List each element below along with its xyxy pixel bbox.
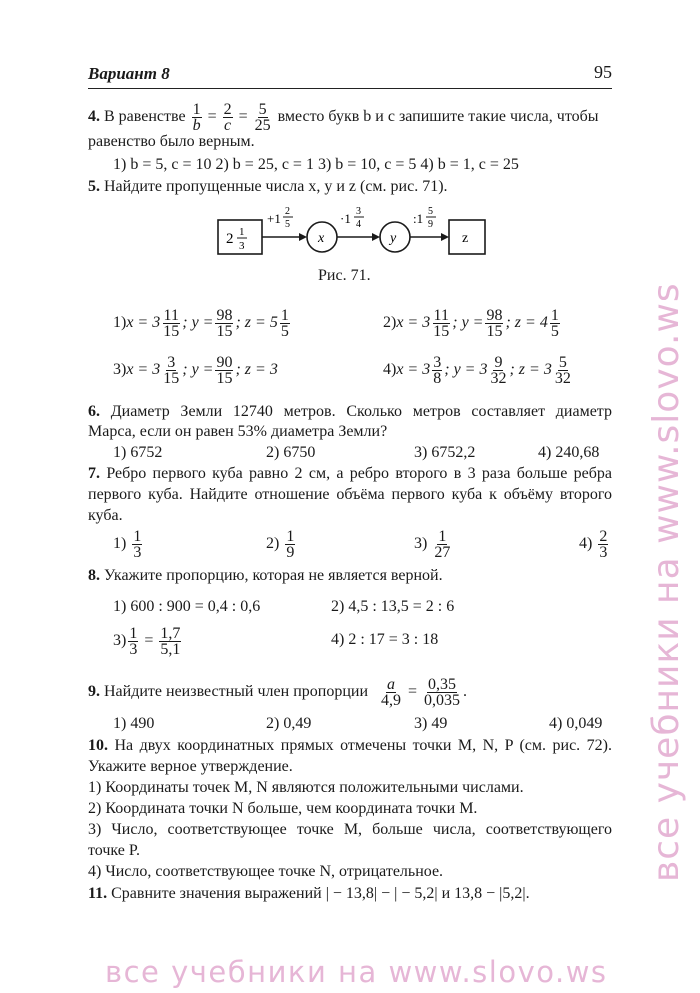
x-label: x [318, 231, 325, 246]
q8-option-1: 1) 600 : 900 = 0,4 : 0,6 [113, 598, 261, 615]
q7-option-4: 4) $\frac{2}{3}$ [579, 528, 608, 561]
q11-question: 11. Сравните значения выражений | − 13,8| − | − 5,2| и 13,8 − |5,2|. [88, 885, 530, 902]
q4-fraction-1: $\frac{1}{b}$ [192, 101, 201, 134]
figure-71-diagram [215, 203, 490, 263]
q9-option-3: 3) 49 [414, 715, 448, 732]
q6-line1: 6. Диаметр Земли 12740 метров. Сколько метров составляет диаметр [88, 403, 612, 420]
vertical-watermark [640, 130, 700, 890]
svg-text:5: 5 [428, 206, 433, 217]
svg-text:1: 1 [239, 226, 245, 238]
q10-statement-3b: точке P. [88, 842, 141, 859]
q9-option-1: 1) 490 [113, 715, 155, 732]
bottom-watermark: все учебники на www.slovo.ws [105, 955, 608, 989]
q9-option-4: 4) 0,049 [549, 715, 603, 732]
svg-text:3: 3 [356, 206, 361, 217]
q10-line2: Укажите верное утверждение. [88, 758, 293, 775]
page-header [88, 60, 612, 89]
svg-text:5: 5 [285, 219, 290, 230]
q5-option-3: 3)x = 3 $\frac{3}{15}$ ; y = $\frac{90}{15}$ ; z = 3 [113, 354, 278, 387]
q7-option-3: 3) $\frac{1}{27}$ [414, 528, 451, 561]
q8-option-4: 4) 2 : 17 = 3 : 18 [331, 631, 439, 648]
svg-text:9: 9 [428, 219, 433, 230]
q5-option-2: 2)x = 3 $\frac{11}{15}$ ; y = $\frac{98}{15}$ ; z = 4 $\frac{1}{5}$ [383, 307, 559, 340]
q9-option-2: 2) 0,49 [266, 715, 312, 732]
op2-label: ·1 [340, 211, 351, 226]
page-number: 95 [594, 62, 612, 82]
q10-statement-2: 2) Координата точки N больше, чем координата точки M. [88, 800, 478, 817]
variant-title: Вариант 8 [88, 64, 170, 83]
op1-label: +1 [267, 211, 281, 226]
q4-fraction-2: $\frac{2}{c}$ [223, 101, 232, 134]
svg-text:все учебники на www.slovo.ws: все учебники на www.slovo.ws [646, 282, 687, 882]
q7-line2: первого куба. Найдите отношение объёма первого куба к объёму второго [88, 486, 612, 503]
svg-text:3: 3 [239, 240, 245, 252]
q5-option-4: 4)x = 3 $\frac{3}{8}$ ; y = 3 $\frac{9}{32}$ ; z = 3 $\frac{5}{32}$ [383, 354, 571, 387]
q4-options: 1) b = 5, c = 10 2) b = 25, c = 1 3) b = 10, c = 5 4) b = 1, c = 25 [113, 156, 519, 173]
q6-option-2: 2) 6750 [266, 444, 316, 461]
q8-option-2: 2) 4,5 : 13,5 = 2 : 6 [331, 598, 455, 615]
q6-option-3: 3) 6752,2 [414, 444, 476, 461]
q10-line1: 10. На двух координатных прямых отмечены точки M, N, P (см. рис. 72). [88, 737, 613, 754]
svg-text:2: 2 [285, 206, 290, 217]
svg-text:4: 4 [356, 219, 361, 230]
q7-option-2: 2) $\frac{1}{9}$ [266, 528, 295, 561]
q5-option-1: 1)x = 3 $\frac{11}{15}$ ; y = $\frac{98}{15}$ ; z = 5 $\frac{1}{5}$ [113, 307, 289, 340]
q6-line2: Марса, если он равен 53% диаметра Земли? [88, 423, 388, 440]
q4-line2: равенство было верным. [88, 133, 255, 150]
q10-statement-4: 4) Число, соответствующее точке N, отрицательное. [88, 863, 444, 880]
figure-71-caption: Рис. 71. [318, 267, 371, 284]
q7-option-1: 1) $\frac{1}{3}$ [113, 528, 142, 561]
q4-fraction-3: $\frac{5}{25}$ [254, 101, 271, 134]
q4-line1: 4. В равенстве $\frac{1}{b}$ = $\frac{2}{c}$ = $\frac{5}{25}$ вместо букв b и c запишите такие числа, чтобы [88, 101, 599, 134]
q8-question: 8. Укажите пропорцию, которая не является верной. [88, 567, 443, 584]
start-whole: 2 [226, 231, 234, 247]
q7-line3: куба. [88, 507, 123, 524]
q6-option-4: 4) 240,68 [538, 444, 600, 461]
op3-label: :1 [413, 211, 424, 226]
q10-statement-1: 1) Координаты точек M, N являются положительными числами. [88, 779, 524, 796]
q5-question: 5. Найдите пропущенные числа x, y и z (см. рис. 71). [88, 178, 448, 195]
q8-option-3: 3) $\frac{1}{3}$ = $\frac{1,7}{5,1}$ [113, 625, 181, 658]
y-label: y [390, 231, 397, 246]
q7-line1: 7. Ребро первого куба равно 2 см, а ребро второго в 3 раза больше ребра [88, 465, 612, 482]
q10-statement-3a: 3) Число, соответствующее точке M, больше числа, соответствующего [88, 821, 612, 838]
q9-question: 9. Найдите неизвестный член пропорции $\frac{a}{4,9}$ = $\frac{0,35}{0,035}$ . [88, 676, 468, 709]
q6-option-1: 1) 6752 [113, 444, 163, 461]
z-label: z [462, 231, 469, 246]
